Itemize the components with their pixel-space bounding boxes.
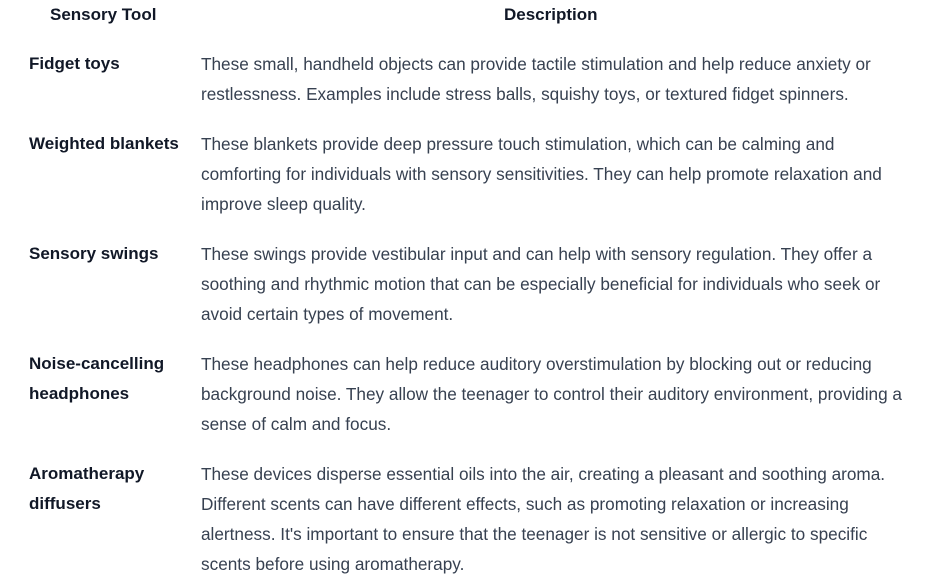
column-header-description: Description	[504, 5, 598, 24]
sensory-tool-description: These blankets provide deep pressure touch stimulation, which can be calming and comforting for individuals with sensory sensitivities. They can help promote relaxation and improve sleep quality.	[201, 134, 882, 214]
sensory-tool-description: These devices disperse essential oils into the air, creating a pleasant and soothing aroma. Different scents can have different effects, such as promoting relaxation or increasing alertness. It's important to ensure that the teenager is not sensitive or allergic to specific scents before using aromatherapy.	[201, 464, 886, 574]
sensory-tool-name: Noise-cancelling headphones	[29, 354, 165, 403]
column-header-sensory-tool: Sensory Tool	[50, 5, 157, 24]
sensory-tool-name: Aromatherapy diffusers	[29, 464, 145, 513]
sensory-tool-description: These small, handheld objects can provide tactile stimulation and help reduce anxiety or restlessness. Examples include stress balls, squishy toys, or textured fidget spinners.	[201, 54, 871, 104]
sensory-tool-description: These swings provide vestibular input and can help with sensory regulation. They offer a soothing and rhythmic motion that can be especially beneficial for individuals who seek or avoid certain types of movement.	[201, 244, 881, 324]
table-header-row	[0, 0, 940, 30]
sensory-tool-name: Weighted blankets	[29, 134, 179, 153]
sensory-tool-name: Fidget toys	[29, 54, 120, 73]
sensory-tool-name: Sensory swings	[29, 244, 159, 263]
sensory-tool-description: These headphones can help reduce auditory overstimulation by blocking out or reducing background noise. They allow the teenager to control their auditory environment, providing a sense of calm and focus.	[201, 354, 902, 434]
